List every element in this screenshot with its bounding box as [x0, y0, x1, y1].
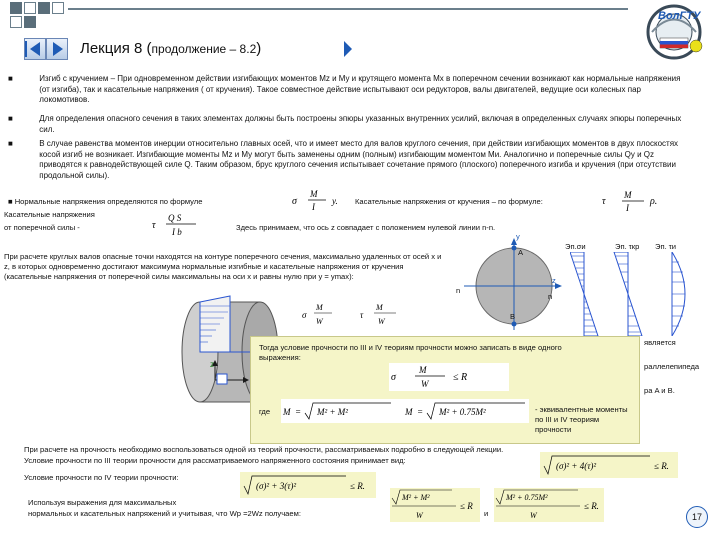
shear-formula: [150, 210, 210, 240]
cross-section-diagram: [456, 234, 566, 334]
svg-text:I: I: [626, 203, 629, 213]
popup-where: где: [259, 407, 271, 416]
university-logo: [640, 2, 710, 60]
decor-square: [38, 2, 50, 14]
header-rule: [68, 8, 628, 10]
page-number-badge: [686, 506, 708, 528]
bullet-square-icon: ■: [8, 74, 13, 83]
svg-text:≤ R.: ≤ R.: [584, 501, 599, 511]
svg-text:W: W: [416, 511, 423, 520]
section-label-y: y: [516, 232, 520, 241]
shear-line-1: Касательные напряжения: [4, 210, 95, 219]
epure-label-tau-i: Эп. τи: [655, 242, 677, 251]
svg-text:y.: y.: [332, 196, 338, 206]
section-label-z: z: [552, 276, 556, 285]
torsion-stress-line: Касательные напряжения от кручения – по формуле:: [355, 197, 543, 206]
epure-label-tau-kr: Эп. τкр: [615, 242, 640, 251]
torsion-stress-formula: [600, 188, 670, 214]
bullet-1-text: Изгиб с кручением – При одновременном действии изгибающих моментов Mz и My и крутящего момента Mx в поперечном сечении возникают как нормальные напряжения (от изгиба), так и касательные напряжения ( от кручения). Такое совместное действие испытывают оси редукторов, валы двигателей, ведущие оси колесных пар локомотивов.: [39, 74, 681, 104]
bullet-2-text: Для определения опасного сечения в таких элементах должны быть построены эпюры указанных внутренних усилий, включая в определенных случаях эпюры поперечных сил.: [39, 114, 682, 134]
bullet-square-icon: ■: [8, 139, 13, 148]
bullet-square-icon: ■: [8, 197, 15, 206]
equivalent-stress-formula: [389, 363, 509, 391]
svg-text:≤ R.: ≤ R.: [350, 481, 365, 491]
svg-text:M: M: [310, 189, 318, 199]
max-stress-formula: [300, 298, 440, 330]
decor-square: [24, 16, 36, 28]
section-label-A: A: [518, 248, 524, 257]
svg-text:τ: τ: [360, 310, 364, 320]
svg-text:(σ)² + 3(τ)²: (σ)² + 3(τ)²: [256, 481, 297, 491]
svg-text:M² + 0.75M²: M² + 0.75M²: [439, 407, 486, 417]
svg-text:M: M: [283, 407, 291, 417]
svg-text:I b: I b: [172, 227, 182, 237]
svg-text:=: =: [417, 407, 424, 417]
prev-arrow-bar: [25, 41, 27, 57]
decor-square: [52, 2, 64, 14]
svg-text:I: I: [312, 202, 315, 212]
decor-square: [10, 16, 22, 28]
svg-text:M: M: [405, 407, 413, 417]
svg-text:M: M: [419, 365, 427, 375]
bullet-3: [8, 139, 698, 181]
axis-label-z: z: [210, 360, 214, 369]
using-text-2: нормальных и касательных напряжений и учитывая, что Wp =2Wz получаем:: [28, 509, 301, 518]
epure-label-sigma: Эп.σи: [565, 242, 586, 251]
decor-square: [24, 2, 36, 14]
next-arrow-icon: [53, 42, 63, 56]
svg-text:=: =: [295, 407, 302, 417]
svg-text:M: M: [316, 303, 323, 312]
popup-equiv: - эквивалентные моменты по III и IV теориям прочности: [535, 405, 628, 434]
svg-text:M² + M²: M² + M²: [317, 407, 348, 417]
and-word: и: [484, 509, 489, 518]
svg-text:M: M: [376, 303, 383, 312]
svg-text:σ: σ: [302, 310, 307, 320]
bullet-square-icon: ■: [8, 114, 13, 123]
svg-text:Q S: Q S: [168, 213, 182, 223]
prev-slide-button[interactable]: [24, 38, 46, 60]
svg-text:≤ R: ≤ R: [460, 501, 473, 511]
svg-text:W: W: [421, 379, 429, 389]
svg-text:σ: σ: [391, 372, 396, 383]
title-suffix: продолжение – 8.2: [151, 42, 257, 56]
strength-condition-popup: [250, 336, 640, 444]
title-prefix: Лекция 8 (: [80, 40, 152, 57]
section-label-n-right: n: [548, 292, 553, 301]
prev-arrow-icon: [30, 42, 40, 56]
section-label-B: B: [510, 312, 516, 321]
svg-text:≤ R.: ≤ R.: [654, 461, 669, 471]
svg-text:M² + 0.75M²: M² + 0.75M²: [506, 493, 548, 502]
bullet-1: [8, 74, 698, 106]
svg-text:W: W: [316, 317, 323, 326]
hidden-right-1: является: [644, 338, 676, 347]
svg-text:≤ R: ≤ R: [453, 372, 468, 383]
title-close: ): [256, 40, 262, 57]
bullet-3-text: В случае равенства моментов инерции относительно главных осей, что и имеет место для валов круглого сечения, при действии изгибающих моментов в двух плоскостях косой изгиб не возникает. Изгибающие моменты Mz и My могут быть заменены одним (полным) изгибающим моментом Mи. Аналогично и поперечные силы Qy и Qz приводятся к равнодействующей силе Q. Таким образом, брус круглого сечения испытывает сочетание прямого (плоского) поперечного изгиба и кручения (при отсутствии продольной силы).: [39, 139, 679, 180]
svg-text:(σ)² + 4(τ)²: (σ)² + 4(τ)²: [556, 461, 597, 471]
svg-text:σ: σ: [292, 196, 297, 207]
cond-4-formula: [240, 472, 376, 498]
svg-text:W: W: [378, 317, 385, 326]
hidden-right-2: раллелепипеда: [644, 362, 700, 371]
normal-stress-formula: [290, 186, 350, 216]
logo-text: ВолГТУ: [658, 10, 701, 22]
svg-text:M² + M²: M² + M²: [402, 493, 430, 502]
cond-3-formula: [540, 452, 678, 478]
final-formula-3: [390, 488, 480, 522]
normal-stress-line: [8, 197, 202, 207]
stress-epures: [570, 252, 700, 336]
equivalent-moments-formula: [281, 399, 529, 423]
normal-stress-lead: Нормальные напряжения определяются по формуле: [14, 197, 203, 206]
title-nav-marker: [344, 40, 352, 58]
round-shaft-text: При расчете круглых валов опасные точки находятся на контуре поперечного сечения, максимально удаленных от осей x и z, в которых одновременно достигают максимума нормальные изгибные и касательные напряжения от кручения (касательные напряжения от поперечной силы максимальны на оси x и равны нулю при y = ymax):: [4, 252, 442, 281]
page-number: 17: [691, 512, 702, 522]
hidden-right-3: ра A и B.: [644, 386, 675, 395]
using-text-1: Используя выражения для максимальных: [28, 498, 177, 507]
calc-text: При расчете на прочность необходимо воспользоваться одной из теорий прочности, рассматриваемых подробно в следующей лекции.: [24, 445, 504, 454]
bullet-2: [8, 114, 698, 135]
svg-text:τ: τ: [602, 196, 606, 207]
cond-3-text: Условие прочности по III теории прочности для рассматриваемого напряженного состояния принимает вид:: [24, 456, 406, 465]
svg-text:M: M: [624, 190, 632, 200]
svg-text:W: W: [530, 511, 537, 520]
svg-text:τ: τ: [152, 220, 156, 231]
section-label-n-left: n: [456, 286, 461, 295]
shear-line-2: от поперечной силы -: [4, 223, 80, 232]
next-slide-button[interactable]: [46, 38, 68, 60]
cond-4-text: Условие прочности по IV теории прочности:: [24, 473, 179, 482]
shear-note: Здесь принимаем, что ось z совпадает с положением нулевой линии n-n.: [236, 223, 496, 232]
popup-text: Тогда условие прочности по III и IV теориям прочности можно записать в виде одного выражения:: [259, 343, 562, 362]
svg-text:ρ.: ρ.: [650, 196, 658, 207]
decor-square: [10, 2, 22, 14]
final-formula-4: [494, 488, 604, 522]
slide-title: [80, 40, 261, 57]
